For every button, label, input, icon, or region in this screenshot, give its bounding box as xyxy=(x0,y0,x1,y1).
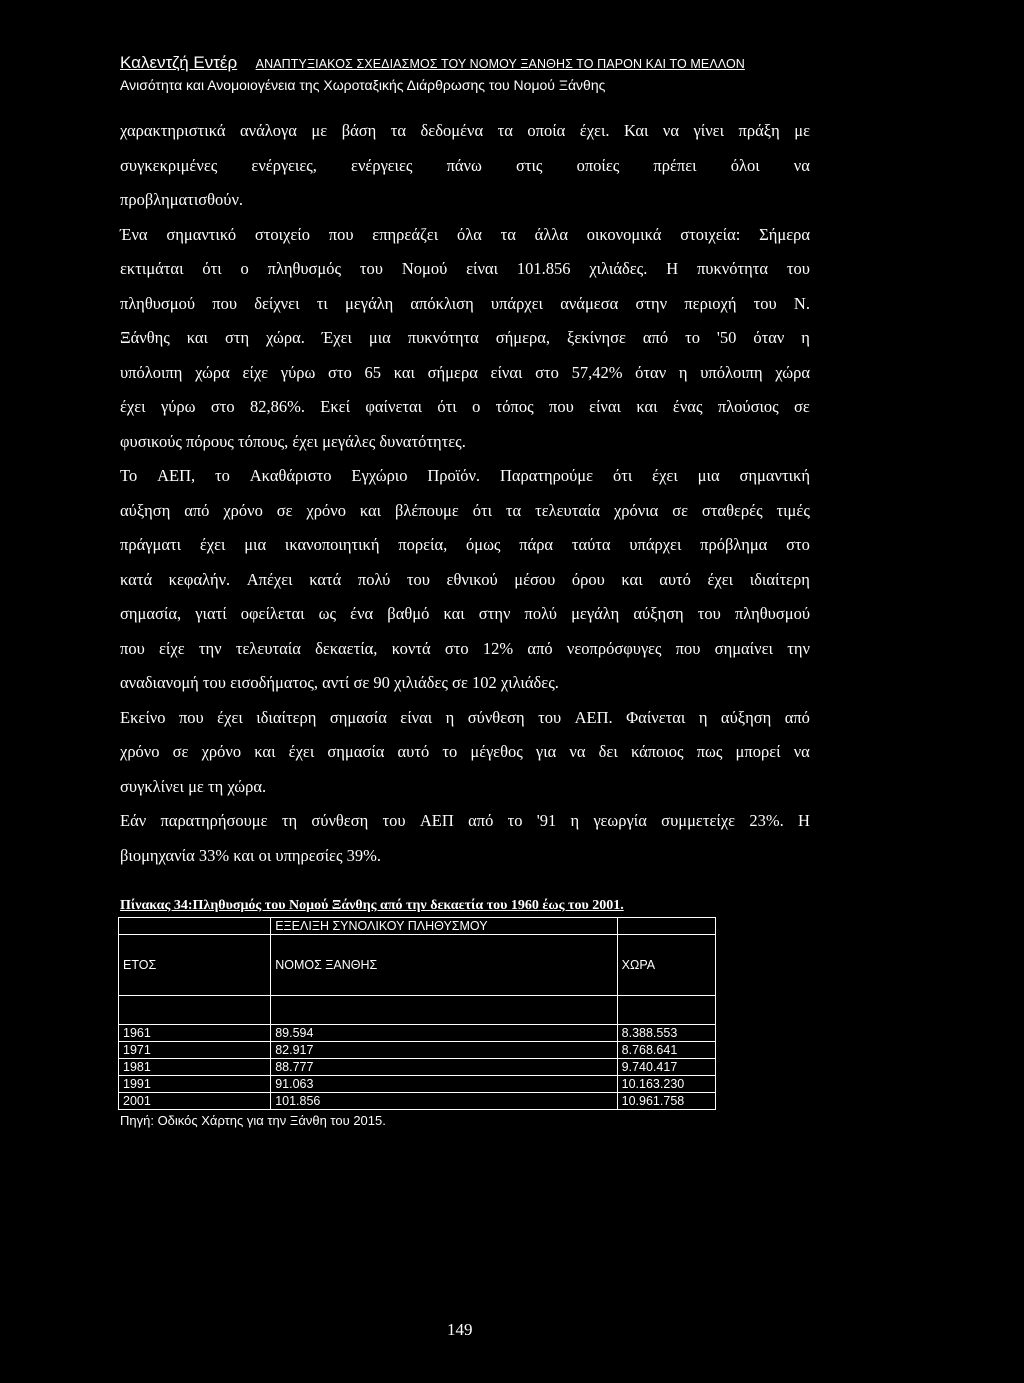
text-line: βιομηχανία 33% και οι υπηρεσίες 39%. xyxy=(120,845,381,865)
table-cell-empty xyxy=(119,996,271,1025)
xanthi-population-cell: 82.917 xyxy=(271,1042,617,1059)
text-line: πράγματι έχει μια ικανοποιητική πορεία, όμως πάρα ταύτα υπάρχει πρόβλημα στο xyxy=(120,535,810,554)
population-table xyxy=(118,917,716,1110)
country-population-cell: 10.163.230 xyxy=(617,1076,715,1093)
xanthi-population-cell: 101.856 xyxy=(271,1093,617,1110)
group-header-cell: ΕΞΕΛΙΞΗ ΣΥΝΟΛΙΚΟΥ ΠΛΗΘΥΣΜΟΥ xyxy=(271,918,617,935)
text-line: εκτιμάται ότι ο πληθυσμός του Νομού είναι 101.856 χιλιάδες. Η πυκνότητα του xyxy=(120,259,810,278)
text-line: φυσικούς πόρους τόπους, έχει μεγάλες δυνατότητες. xyxy=(120,431,466,451)
text-line: Εάν παρατηρήσουμε τη σύνθεση του ΑΕΠ από το '91 η γεωργία συμμετείχε 23%. Η xyxy=(120,811,810,830)
text-line: Ξάνθης και στη χώρα. Έχει μια πυκνότητα σήμερα, ξεκίνησε από το '50 όταν η xyxy=(120,328,810,347)
text-line: κατά κεφαλήν. Απέχει κατά πολύ του εθνικού μέσου όρου και αυτό έχει ιδιαίτερη xyxy=(120,569,810,589)
table-row xyxy=(119,1025,716,1042)
column-header-row xyxy=(119,935,716,996)
table-row xyxy=(119,1042,716,1059)
column-header-country: ΧΩΡΑ xyxy=(617,935,715,996)
text-line: έχει γύρω στο 82,86%. Εκεί φαίνεται ότι ο τόπος που είναι και ένας πλούσιος σε xyxy=(120,397,810,416)
year-cell: 2001 xyxy=(119,1093,271,1110)
table-header-row xyxy=(119,918,716,935)
text-line: πληθυσμού που δείχνει τι μεγάλη απόκλιση υπάρχει ανάμεσα στην περιοχή του Ν. xyxy=(120,293,810,313)
year-cell: 1961 xyxy=(119,1025,271,1042)
table-cell-empty xyxy=(617,918,715,935)
table-row xyxy=(119,1059,716,1076)
year-cell: 1971 xyxy=(119,1042,271,1059)
year-cell: 1991 xyxy=(119,1076,271,1093)
country-population-cell: 8.388.553 xyxy=(617,1025,715,1042)
document-subtitle: Ανισότητα και Ανομοιογένεια της Χωροταξικής Διάρθρωσης του Νομού Ξάνθης xyxy=(120,77,606,93)
country-population-cell: 8.768.641 xyxy=(617,1042,715,1059)
text-line: αύξηση από χρόνο σε χρόνο και βλέπουμε ότι τα τελευταία χρόνια σε σταθερές τιμές xyxy=(120,500,810,520)
text-line: προβληματισθούν. xyxy=(120,190,244,209)
table-spacer-row xyxy=(119,996,716,1025)
table-row xyxy=(119,1093,716,1110)
column-header-year: ΕΤΟΣ xyxy=(119,935,271,996)
table-cell-empty xyxy=(617,996,715,1025)
column-header-xanthi: ΝΟΜΟΣ ΞΑΝΘΗΣ xyxy=(271,935,617,996)
text-line: Ένα σημαντικό στοιχείο που επηρεάζει όλα τα άλλα οικονομικά στοιχεία: Σήμερα xyxy=(120,224,810,244)
table-caption: Πίνακας 34:Πληθυσμός του Νομού Ξάνθης από την δεκαετία του 1960 έως του 2001. xyxy=(120,898,624,913)
xanthi-population-cell: 89.594 xyxy=(271,1025,617,1042)
text-line: χρόνο σε χρόνο και έχει σημασία αυτό το μέγεθος για να δει κάποιος πως μπορεί να xyxy=(120,742,810,761)
table-row xyxy=(119,1076,716,1093)
country-population-cell: 9.740.417 xyxy=(617,1059,715,1076)
text-line: υπόλοιπη χώρα είχε γύρω στο 65 και σήμερα είναι στο 57,42% όταν η υπόλοιπη χώρα xyxy=(120,362,810,382)
text-line: Εκείνο που έχει ιδιαίτερη σημασία είναι η σύνθεση του ΑΕΠ. Φαίνεται η αύξηση από xyxy=(120,707,810,727)
year-cell: 1981 xyxy=(119,1059,271,1076)
table-cell-empty xyxy=(119,918,271,935)
text-line: που είχε την τελευταία δεκαετία, κοντά στο 12% από νεοπρόσφυγες που σημαίνει την xyxy=(120,638,810,658)
table-source: Πηγή: Οδικός Χάρτης για την Ξάνθη του 2015. xyxy=(120,1113,386,1128)
text-line: χαρακτηριστικά ανάλογα με βάση τα δεδομένα τα οποία έχει. Και να γίνει πράξη με xyxy=(120,121,810,140)
text-line: Το ΑΕΠ, το Ακαθάριστο Εγχώριο Προϊόν. Παρατηρούμε ότι έχει μια σημαντική xyxy=(120,466,810,485)
text-line: συγκλίνει με τη χώρα. xyxy=(120,776,267,796)
document-title: ΑΝΑΠΤΥΞΙΑΚΟΣ ΣΧΕΔΙΑΣΜΟΣ ΤΟΥ ΝΟΜΟΥ ΞΑΝΘΗΣ ΤΟ ΠΑΡΟΝ ΚΑΙ ΤΟ ΜΕΛΛΟΝ xyxy=(255,57,745,71)
country-population-cell: 10.961.758 xyxy=(617,1093,715,1110)
xanthi-population-cell: 91.063 xyxy=(271,1076,617,1093)
text-line: σημασία, γιατί οφείλεται ως ένα βαθμό και στην πολύ μεγάλη αύξηση του πληθυσμού xyxy=(120,604,810,623)
header-line xyxy=(120,54,820,73)
table-cell-empty xyxy=(271,996,617,1025)
body-text xyxy=(120,114,810,873)
page-number: 149 xyxy=(447,1320,473,1339)
xanthi-population-cell: 88.777 xyxy=(271,1059,617,1076)
author-name: Καλεντζή Εντέρ xyxy=(120,53,238,72)
page-header xyxy=(120,54,820,95)
text-line: συγκεκριμένες ενέργειες, ενέργειες πάνω στις οποίες πρέπει όλοι να xyxy=(120,155,810,175)
text-line: αναδιανομή του εισοδήματος, αντί σε 90 χιλιάδες σε 102 χιλιάδες. xyxy=(120,673,559,692)
